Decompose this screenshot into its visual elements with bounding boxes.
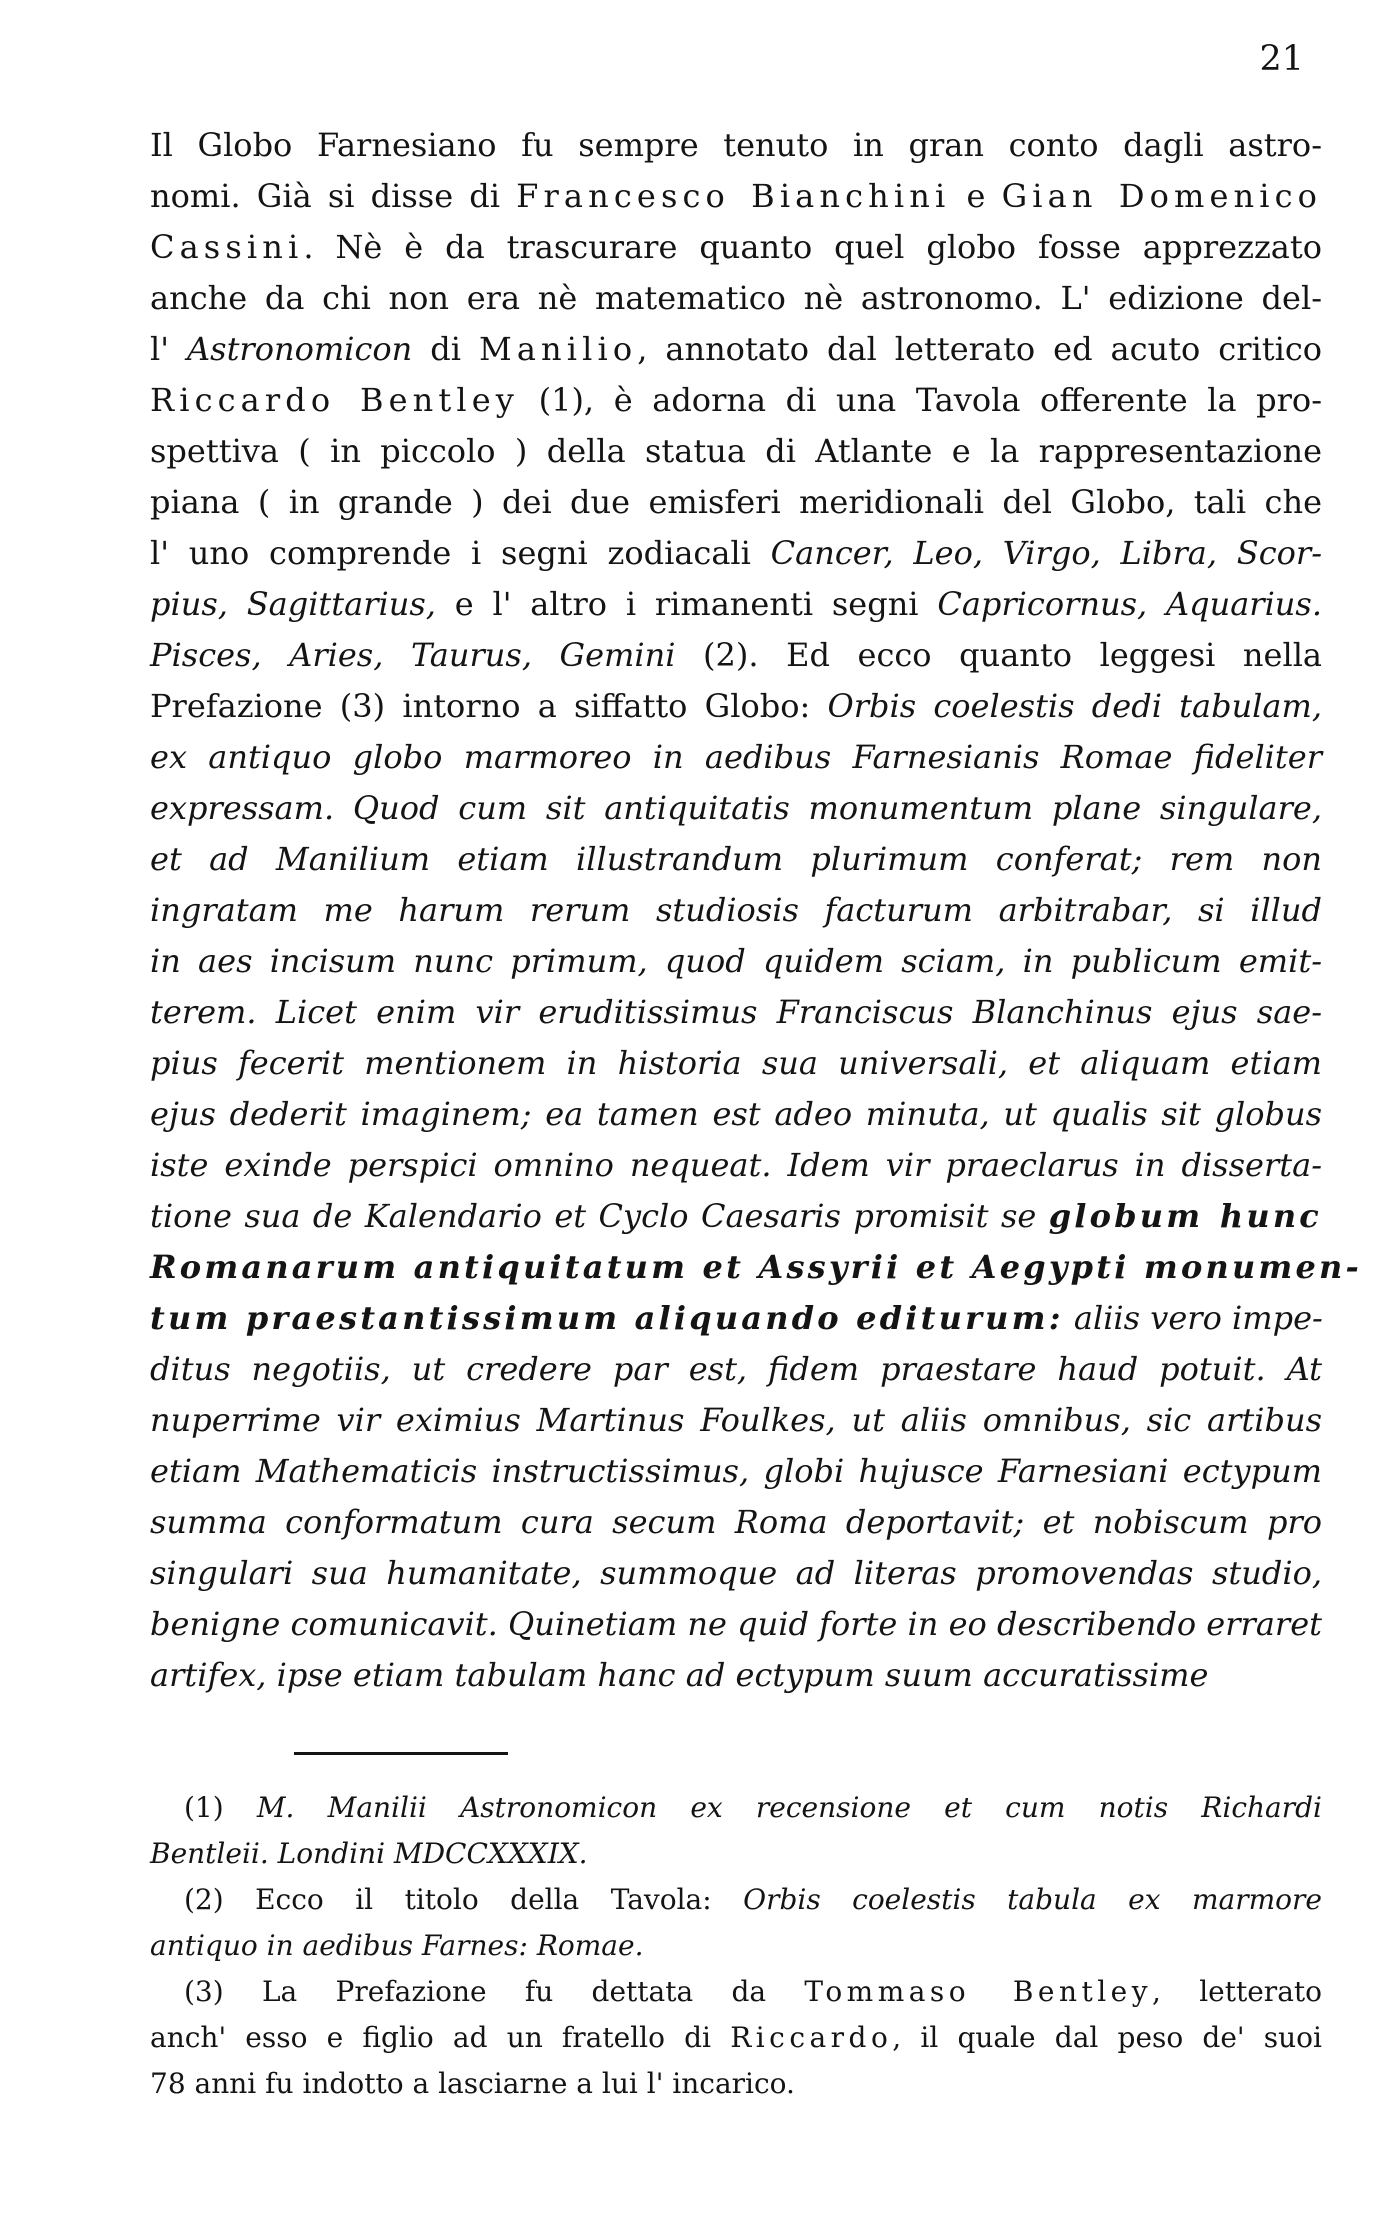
- text-span: Orbis coelestis tabula ex marmore: [743, 1883, 1322, 1916]
- text-span: , annotato dal letterato ed acuto critico: [637, 330, 1323, 368]
- text-line: [150, 1650, 1322, 1701]
- text-line: [150, 1344, 1322, 1395]
- text-span: (2). Ed ecco quanto leggesi nella: [675, 636, 1323, 674]
- text-span: (2) Ecco il titolo della Tavola:: [184, 1883, 744, 1916]
- footnotes: [150, 1785, 1322, 2107]
- text-line: [150, 579, 1322, 630]
- text-span: Romanarum antiquitatum et Assyrii et Aegypti monumen-: [150, 1248, 1362, 1286]
- text-span: nomi. Già si disse di: [150, 177, 517, 215]
- text-span: Gian Domenico: [1001, 177, 1323, 215]
- footnote-line: [150, 1923, 1322, 1969]
- main-text: [150, 120, 1362, 1701]
- text-span: Orbis coelestis dedi tabulam,: [827, 687, 1323, 725]
- text-span: e: [950, 177, 1002, 215]
- text-span: Pisces, Aries, Taurus, Gemini: [150, 636, 676, 674]
- text-line: [150, 1191, 1322, 1242]
- text-span: (1), è adorna di una Tavola offerente la pro-: [519, 381, 1323, 419]
- text-line: [150, 783, 1322, 834]
- text-span: Francesco Bianchini: [516, 177, 951, 215]
- text-line: [150, 324, 1322, 375]
- footnote-line: [150, 1969, 1322, 2015]
- text-line: [150, 1548, 1322, 1599]
- text-span: ditus negotiis, ut credere par est, fidem praestare haud potuit. At: [150, 1350, 1322, 1388]
- text-line: [150, 885, 1322, 936]
- text-line: [150, 273, 1322, 324]
- text-line: [150, 1395, 1322, 1446]
- text-span: piana ( in grande ) dei due emisferi meridionali del Globo, tali che: [150, 483, 1322, 521]
- text-span: (3) La Prefazione fu dettata da: [184, 1975, 805, 2008]
- text-span: terem. Licet enim vir eruditissimus: [150, 993, 777, 1031]
- text-span: ejus dederit imaginem; ea tamen est adeo minuta, ut qualis sit globus: [150, 1095, 1322, 1133]
- text-span: , il quale dal peso de' suoi: [892, 2021, 1322, 2054]
- text-line: [150, 222, 1322, 273]
- text-span: aliis vero impe-: [1063, 1299, 1323, 1337]
- text-span: et ad Manilium etiam illustrandum plurimum conferat; rem non: [150, 840, 1322, 878]
- text-line: [150, 732, 1322, 783]
- text-line: [150, 1446, 1322, 1497]
- text-span: Il Globo Farnesiano fu sempre tenuto in gran conto dagli astro-: [150, 126, 1322, 164]
- text-line: [150, 1242, 1362, 1293]
- text-span: Prefazione (3) intorno a siffatto Globo:: [150, 687, 828, 725]
- page-number: 21: [1259, 39, 1304, 79]
- text-span: , letterato: [1152, 1975, 1322, 2008]
- text-span: di: [412, 330, 479, 368]
- text-span: spettiva ( in piccolo ) della statua di Atlante e la rappresentazione: [150, 432, 1322, 470]
- text-span: Astronomicon: [187, 330, 413, 368]
- text-line: [150, 1293, 1322, 1344]
- text-span: anche da chi non era nè matematico nè astronomo. L' edizione del-: [150, 279, 1322, 317]
- text-span: tum praestantissimum aliquando editurum:: [150, 1299, 1064, 1337]
- text-span: artifex, ipse etiam tabulam hanc ad ectypum suum accuratissime: [150, 1656, 1209, 1694]
- text-span: ingratam me harum rerum studiosis facturum arbitrabar, si illud: [150, 891, 1322, 929]
- text-line: [150, 1038, 1322, 1089]
- text-span: iste exinde perspici omnino nequeat. Idem vir praeclarus in disserta-: [150, 1146, 1322, 1184]
- text-line: [150, 477, 1322, 528]
- text-span: Manilio: [478, 330, 638, 368]
- footnote-line: [150, 2015, 1322, 2061]
- text-span: ejus sae-: [1152, 993, 1323, 1031]
- text-span: l' uno comprende i segni zodiacali: [150, 534, 771, 572]
- text-line: [150, 171, 1322, 222]
- text-span: pius fecerit mentionem in historia sua universali, et aliquam etiam: [150, 1044, 1322, 1082]
- text-span: etiam Mathematicis instructissimus, globi hujusce Farnesiani ectypum: [150, 1452, 1322, 1490]
- text-span: Franciscus Blanchinus: [776, 993, 1153, 1031]
- footnote-separator-rule: [294, 1752, 508, 1755]
- text-line: [150, 375, 1322, 426]
- text-span: Cassini: [150, 228, 304, 266]
- text-span: 78 anni fu indotto a lasciarne a lui l' incarico.: [150, 2067, 795, 2100]
- text-line: [150, 630, 1322, 681]
- footnote-line: [150, 1831, 1322, 1877]
- text-span: singulari sua humanitate, summoque ad literas promovendas studio,: [150, 1554, 1322, 1592]
- text-span: e l' altro i rimanenti segni: [435, 585, 938, 623]
- text-line: [150, 987, 1322, 1038]
- text-span: Capricornus, Aquarius.: [937, 585, 1323, 623]
- text-span: l': [150, 330, 188, 368]
- text-line: [150, 1089, 1322, 1140]
- text-line: [150, 834, 1322, 885]
- text-span: summa conformatum cura secum Roma deportavit; et nobiscum pro: [150, 1503, 1322, 1541]
- text-span: Riccardo Bentley: [150, 381, 519, 419]
- footnote-line: [150, 2061, 1322, 2107]
- text-span: Cancer, Leo, Virgo, Libra, Scor-: [770, 534, 1323, 572]
- text-span: benigne comunicavit. Quinetiam ne quid forte in eo describendo erraret: [150, 1605, 1322, 1643]
- footnote-line: [150, 1877, 1322, 1923]
- text-span: in aes incisum nunc primum, quod quidem sciam, in publicum emit-: [150, 942, 1322, 980]
- text-span: Bentleii. Londini MDCCXXXIX.: [150, 1837, 588, 1870]
- text-line: [150, 1599, 1322, 1650]
- text-span: . Nè è da trascurare quanto quel globo fosse apprezzato: [303, 228, 1322, 266]
- text-line: [150, 528, 1322, 579]
- text-span: tione sua de Kalendario et Cyclo Caesaris promisit se: [150, 1197, 1049, 1235]
- text-span: globum hunc: [1048, 1197, 1322, 1235]
- text-line: [150, 1140, 1322, 1191]
- text-span: expressam. Quod cum sit antiquitatis monumentum plane singulare,: [150, 789, 1322, 827]
- text-line: [150, 681, 1322, 732]
- text-span: (1): [184, 1791, 257, 1824]
- text-line: [150, 936, 1322, 987]
- text-span: antiquo in aedibus Farnes: Romae.: [150, 1929, 644, 1962]
- footnote-line: [150, 1785, 1322, 1831]
- text-span: nuperrime vir eximius Martinus Foulkes, ut aliis omnibus, sic artibus: [150, 1401, 1322, 1439]
- text-span: pius, Sagittarius,: [150, 585, 436, 623]
- text-span: ex antiquo globo marmoreo in aedibus Farnesianis Romae fideliter: [150, 738, 1322, 776]
- text-line: [150, 1497, 1322, 1548]
- text-line: [150, 120, 1322, 171]
- text-span: Riccardo: [730, 2021, 893, 2054]
- text-span: M. Manilii Astronomicon ex recensione et cum notis Richardi: [256, 1791, 1322, 1824]
- text-line: [150, 426, 1322, 477]
- text-span: anch' esso e figlio ad un fratello di: [150, 2021, 731, 2054]
- text-span: Tommaso Bentley: [804, 1975, 1153, 2008]
